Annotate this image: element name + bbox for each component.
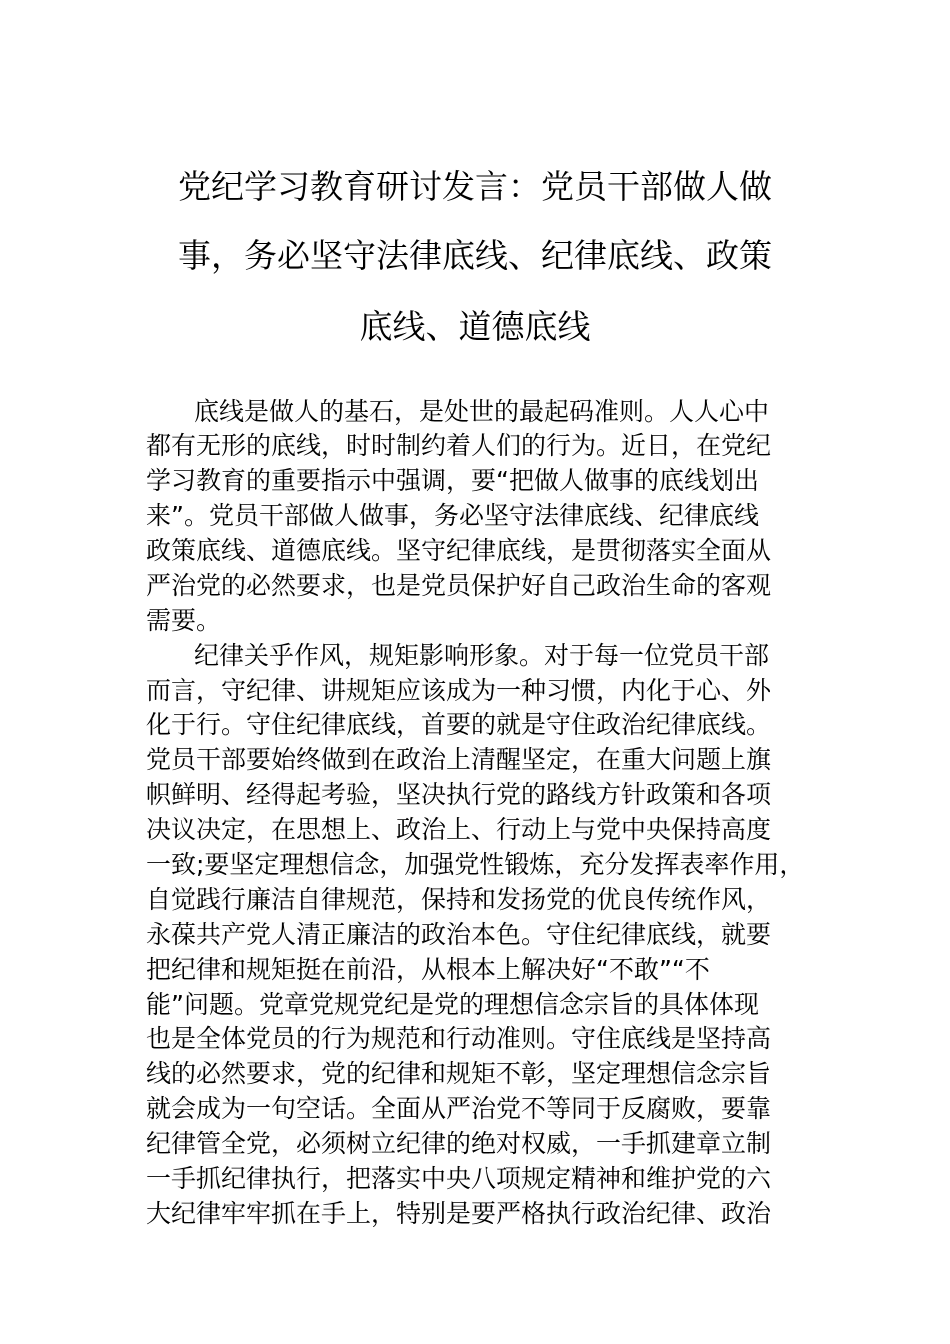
paragraph-2-line: 党员干部要始终做到在政治上清醒坚定，在重大问题上旗 bbox=[146, 745, 772, 774]
paragraph-2-line: 把纪律和规矩挺在前沿，从根本上解决好“不敢”“不 bbox=[146, 955, 710, 984]
paragraph-1-line: 学习教育的重要指示中强调，要“把做人做事的底线划出 bbox=[146, 466, 759, 495]
paragraph-2-line: 就会成为一句空话。全面从严治党不等同于反腐败，要靠 bbox=[146, 1094, 772, 1123]
paragraph-1-line: 政策底线、道德底线。坚守纪律底线，是贯彻落实全面从 bbox=[146, 536, 772, 565]
paragraph-2-line: 化于行。守住纪律底线，首要的就是守住政治纪律底线。 bbox=[146, 710, 772, 739]
paragraph-2-line: 纪律管全党，必须树立纪律的绝对权威，一手抓建章立制 bbox=[146, 1129, 772, 1158]
title-line-3: 底线、道德底线 bbox=[359, 307, 591, 346]
paragraph-2-line: 而言，守纪律、讲规矩应该成为一种习惯，内化于心、外 bbox=[146, 676, 772, 705]
paragraph-2-line: 帜鲜明、经得起考验，坚决执行党的路线方针政策和各项 bbox=[146, 780, 772, 809]
title-line-1: 党纪学习教育研讨发言：党员干部做人做 bbox=[178, 167, 772, 206]
paragraph-2-line: 永葆共产党人清正廉洁的政治本色。守住纪律底线，就要 bbox=[146, 920, 772, 949]
paragraph-2-line: 一手抓纪律执行，把落实中央八项规定精神和维护党的六 bbox=[146, 1164, 772, 1193]
paragraph-1-line: 严治党的必然要求，也是党员保护好自己政治生命的客观 bbox=[146, 571, 772, 600]
paragraph-2-line: 一致;要坚定理想信念，加强党性锻炼，充分发挥表率作用， bbox=[146, 850, 805, 879]
paragraph-1-line: 来”。党员干部做人做事，务必坚守法律底线、纪律底线 bbox=[146, 501, 759, 530]
paragraph-2-line: 自觉践行廉洁自律规范，保持和发扬党的优良传统作风， bbox=[146, 885, 772, 914]
paragraph-2-line: 也是全体党员的行为规范和行动准则。守住底线是坚持高 bbox=[146, 1024, 772, 1053]
title-line-2: 事，务必坚守法律底线、纪律底线、政策 bbox=[178, 236, 772, 275]
paragraph-2-line: 纪律关乎作风，规矩影响形象。对于每一位党员干部 bbox=[194, 641, 770, 670]
paragraph-1-line: 底线是做人的基石，是处世的最起码准则。人人心中 bbox=[194, 397, 770, 426]
paragraph-1-line: 都有无形的底线，时时制约着人们的行为。近日，在党纪 bbox=[146, 431, 772, 460]
paragraph-2-line: 大纪律牢牢抓在手上，特别是要严格执行政治纪律、政治 bbox=[146, 1199, 772, 1228]
paragraph-2-line: 能”问题。党章党规党纪是党的理想信念宗旨的具体体现 bbox=[146, 990, 759, 1019]
paragraph-2-line: 线的必然要求，党的纪律和规矩不彰，坚定理想信念宗旨 bbox=[146, 1059, 772, 1088]
paragraph-1-line: 需要。 bbox=[146, 606, 222, 635]
paragraph-2-line: 决议决定，在思想上、政治上、行动上与党中央保持高度 bbox=[146, 815, 772, 844]
